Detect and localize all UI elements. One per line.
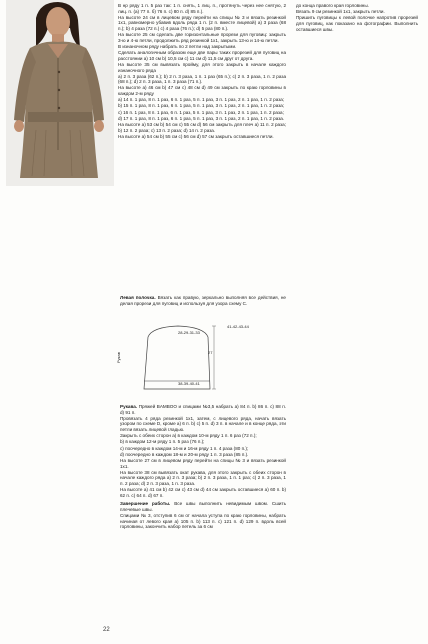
paragraph: d) 17 п. 1 раз, 8 п. 1 раз, 6 п. 1 раз, 5 п. 1 раз, 3 п. 1 раз, 2 п. 1 раз, 1 п. 2 раза. bbox=[118, 115, 285, 121]
paragraph: Провязать 4 ряда резинкой 1х1, затем, с лицевого ряда, начать вязать узором по схеме D, кроме а) 6 п. b) с) 5 п. d) 3 п. в начале и в конце ряда, эти петли вязать лицевой гладью. bbox=[120, 415, 286, 432]
paragraph: d) поочередно в каждом 18-м и 20-м ряду 1 п. 3 раза (85 п.). bbox=[120, 451, 249, 457]
paragraph: На высоте 35 см вывязать пройму, для этого закрыть в начале каждого изнаночного ряда bbox=[118, 61, 286, 73]
paragraph: до конца правого края горловины. bbox=[296, 3, 369, 8]
paragraph: а) 14 п. 1 раз, 8 п. 1 раз, 6 п. 1 раз, 5 п. 1 раз, 3 п. 1 раз, 2 п. 1 раз, 1 п. 2 раза; bbox=[118, 97, 285, 103]
paragraph: Пришить пуговицы к левой полочке напротив прорезей для пуговиц, как показано на фотографии. Выполнить оставшиеся швы. bbox=[296, 15, 418, 32]
diagram-rotated-label: Рукав bbox=[116, 352, 121, 363]
instructions-column-2 bbox=[296, 3, 418, 33]
paragraph: с) поочередно в каждом 14-м и 16-м ряду 1 п. 4 раза (80 п.); bbox=[120, 445, 249, 451]
paragraph: На высоте а) 53 см b) 54 см с) 55 см d) 56 см закрыть для плеч а) 11 п. 2 раза; b) 12 п. 2 раза; с) 13 п. 2 раза; d) 14 п. 2 раза. bbox=[118, 122, 286, 133]
diagram-side-label: 41-42-43-44 bbox=[227, 324, 249, 329]
sleeve-outline bbox=[118, 323, 228, 399]
paragraph: На высоте а) 41 см b) 42 см с) 43 см d) 44 см закрыть оставшиеся а) 60 п. b) 62 п. с) 64 п. d) 67 п. bbox=[120, 487, 286, 498]
paragraph: В изнаночном ряду набрать по 2 петли над закрытыми. bbox=[118, 43, 237, 49]
diagram-mid-label: 27 bbox=[208, 350, 213, 355]
left-front-section bbox=[120, 295, 286, 307]
paragraph: В нр ряду 1 п. 5 раз так: 1 п. снять, 1 лиц. п., протянуть через нее снятую, 2 лиц. п. (а) 77 п. б) 76 п. с) 80 п. d) 85 п.). bbox=[118, 3, 286, 14]
paragraph: с) 16 п. 1 раз, 8 п. 1 раз, 6 п. 1 раз, 5 п. 1 раз, 3 п. 1 раз, 2 п. 1 раз, 1 п. 2 раза; bbox=[118, 109, 284, 115]
paragraph: На высоте а) 46 см b) 47 см с) 48 см d) 49 см закрыть по краю горловины в каждом 2-м ряду bbox=[118, 85, 286, 97]
paragraph bbox=[120, 501, 286, 512]
diagram-bottom-label: 38-39-40-41 bbox=[178, 381, 200, 386]
paragraph: На высоте 38 см вывязать окат рукава, для этого закрыть с обеих сторон в начале каждого ряда а) 2 п. 3 раза; b) 2 п. 3 раза, 1 п. 1 раз; с) 2 п. 3 раза, 1 п. 2 раза; d) 2 п. 3 раза, 1 п. 3 раза. bbox=[120, 469, 286, 486]
paragraph: Закрыть с обеих сторон а) в каждом 10-м ряду 1 п. 6 раз (72 п.); bbox=[120, 433, 257, 439]
model-photo-illustration bbox=[6, 0, 114, 186]
paragraph: а) 2 п. 3 раза (62 п.); b) 2 п. 3 раза, 1 п. 1 раз (65 п.); с) 2 п. 3 раза, 1 п. 2 раза (68 п.); d) 2 п. 3 раза, 1 п. 3 раза (71 п.). bbox=[118, 73, 286, 85]
paragraph: На высоте 25 см сделать две горизонтальные прорези для пуговиц: закрыть 3-ю и 4-ю петли, продолжить ряд резинкой 1х1, закрыть 13-ю и 14-ю петли. bbox=[118, 32, 286, 43]
paragraph: b) в каждом 12-м ряду 1 п. 5 раз (76 п.); bbox=[120, 439, 205, 445]
section-text: Все швы выполнить невидимым швом. Сшить плечевые швы. bbox=[120, 501, 286, 512]
paragraph: На высоте 24 см в лицевом ряду перейти на спицы № 3 и вязать резинкой 1х1, равномерно убавив вдоль ряда 1 п. (2 п. вместе лицевой) а) 3 раза (68 п.); b) 4 раза (72 п.) с) 4 раза (76 п.); d) 5 раз (80 п.). bbox=[118, 14, 286, 31]
sleeves-section bbox=[120, 404, 286, 530]
instructions-column-1 bbox=[118, 3, 286, 140]
page-number: 22 bbox=[103, 627, 110, 633]
paragraph: На высоте а) 54 см b) 55 см с) 56 см d) 57 см закрыть оставшиеся петли. bbox=[118, 133, 274, 139]
diagram-top-label: 28-29-31-33 bbox=[178, 330, 200, 335]
paragraph: Спицами № 3, отступив 6 см от начала уступа по краю горловины, набрать начиная от левого края а) 105 п. b) 113 п. с) 121 п. d) 129 п. вдоль всей горловины, закончить набор петель за 6 см bbox=[120, 513, 286, 530]
section-text: Вязать как правую, зеркально выполняя все действия, не делая прорези для пуговиц и используя для узора схему С. bbox=[120, 295, 286, 306]
section-heading: Завершение работы. bbox=[120, 501, 171, 507]
paragraph bbox=[120, 404, 286, 415]
section-heading: Рукава. bbox=[120, 404, 138, 409]
paragraph: Вязать 9 см резинкой 1х1, закрыть петли. bbox=[296, 9, 385, 15]
section-text: Пряжей BAMBOO и спицами №3,5 набрать а) 84 п. b) 86 п. с) 88 п. d) 91 п. bbox=[120, 404, 286, 415]
paragraph: На высоте 27 см в лицевом ряду перейти на спицы № 3 и вязать резинкой 1х1. bbox=[120, 457, 286, 469]
sleeve-diagram bbox=[118, 323, 228, 399]
section-heading: Левая полочка. bbox=[120, 295, 156, 300]
model-photo bbox=[6, 0, 114, 186]
paragraph bbox=[120, 295, 286, 306]
paragraph: b) 15 п. 1 раз, 8 п. 1 раз, 6 п. 1 раз, 5 п. 1 раз, 3 п. 1 раз, 2 п. 1 раз, 1 п. 2 раза; bbox=[118, 103, 285, 109]
paragraph: Сделать аналогичным образом еще две пары таких прорезей для пуговиц на расстоянии а) 10 см b) 10,5 см с) 11 см d) 11,5 см друг от друга. bbox=[118, 50, 286, 61]
